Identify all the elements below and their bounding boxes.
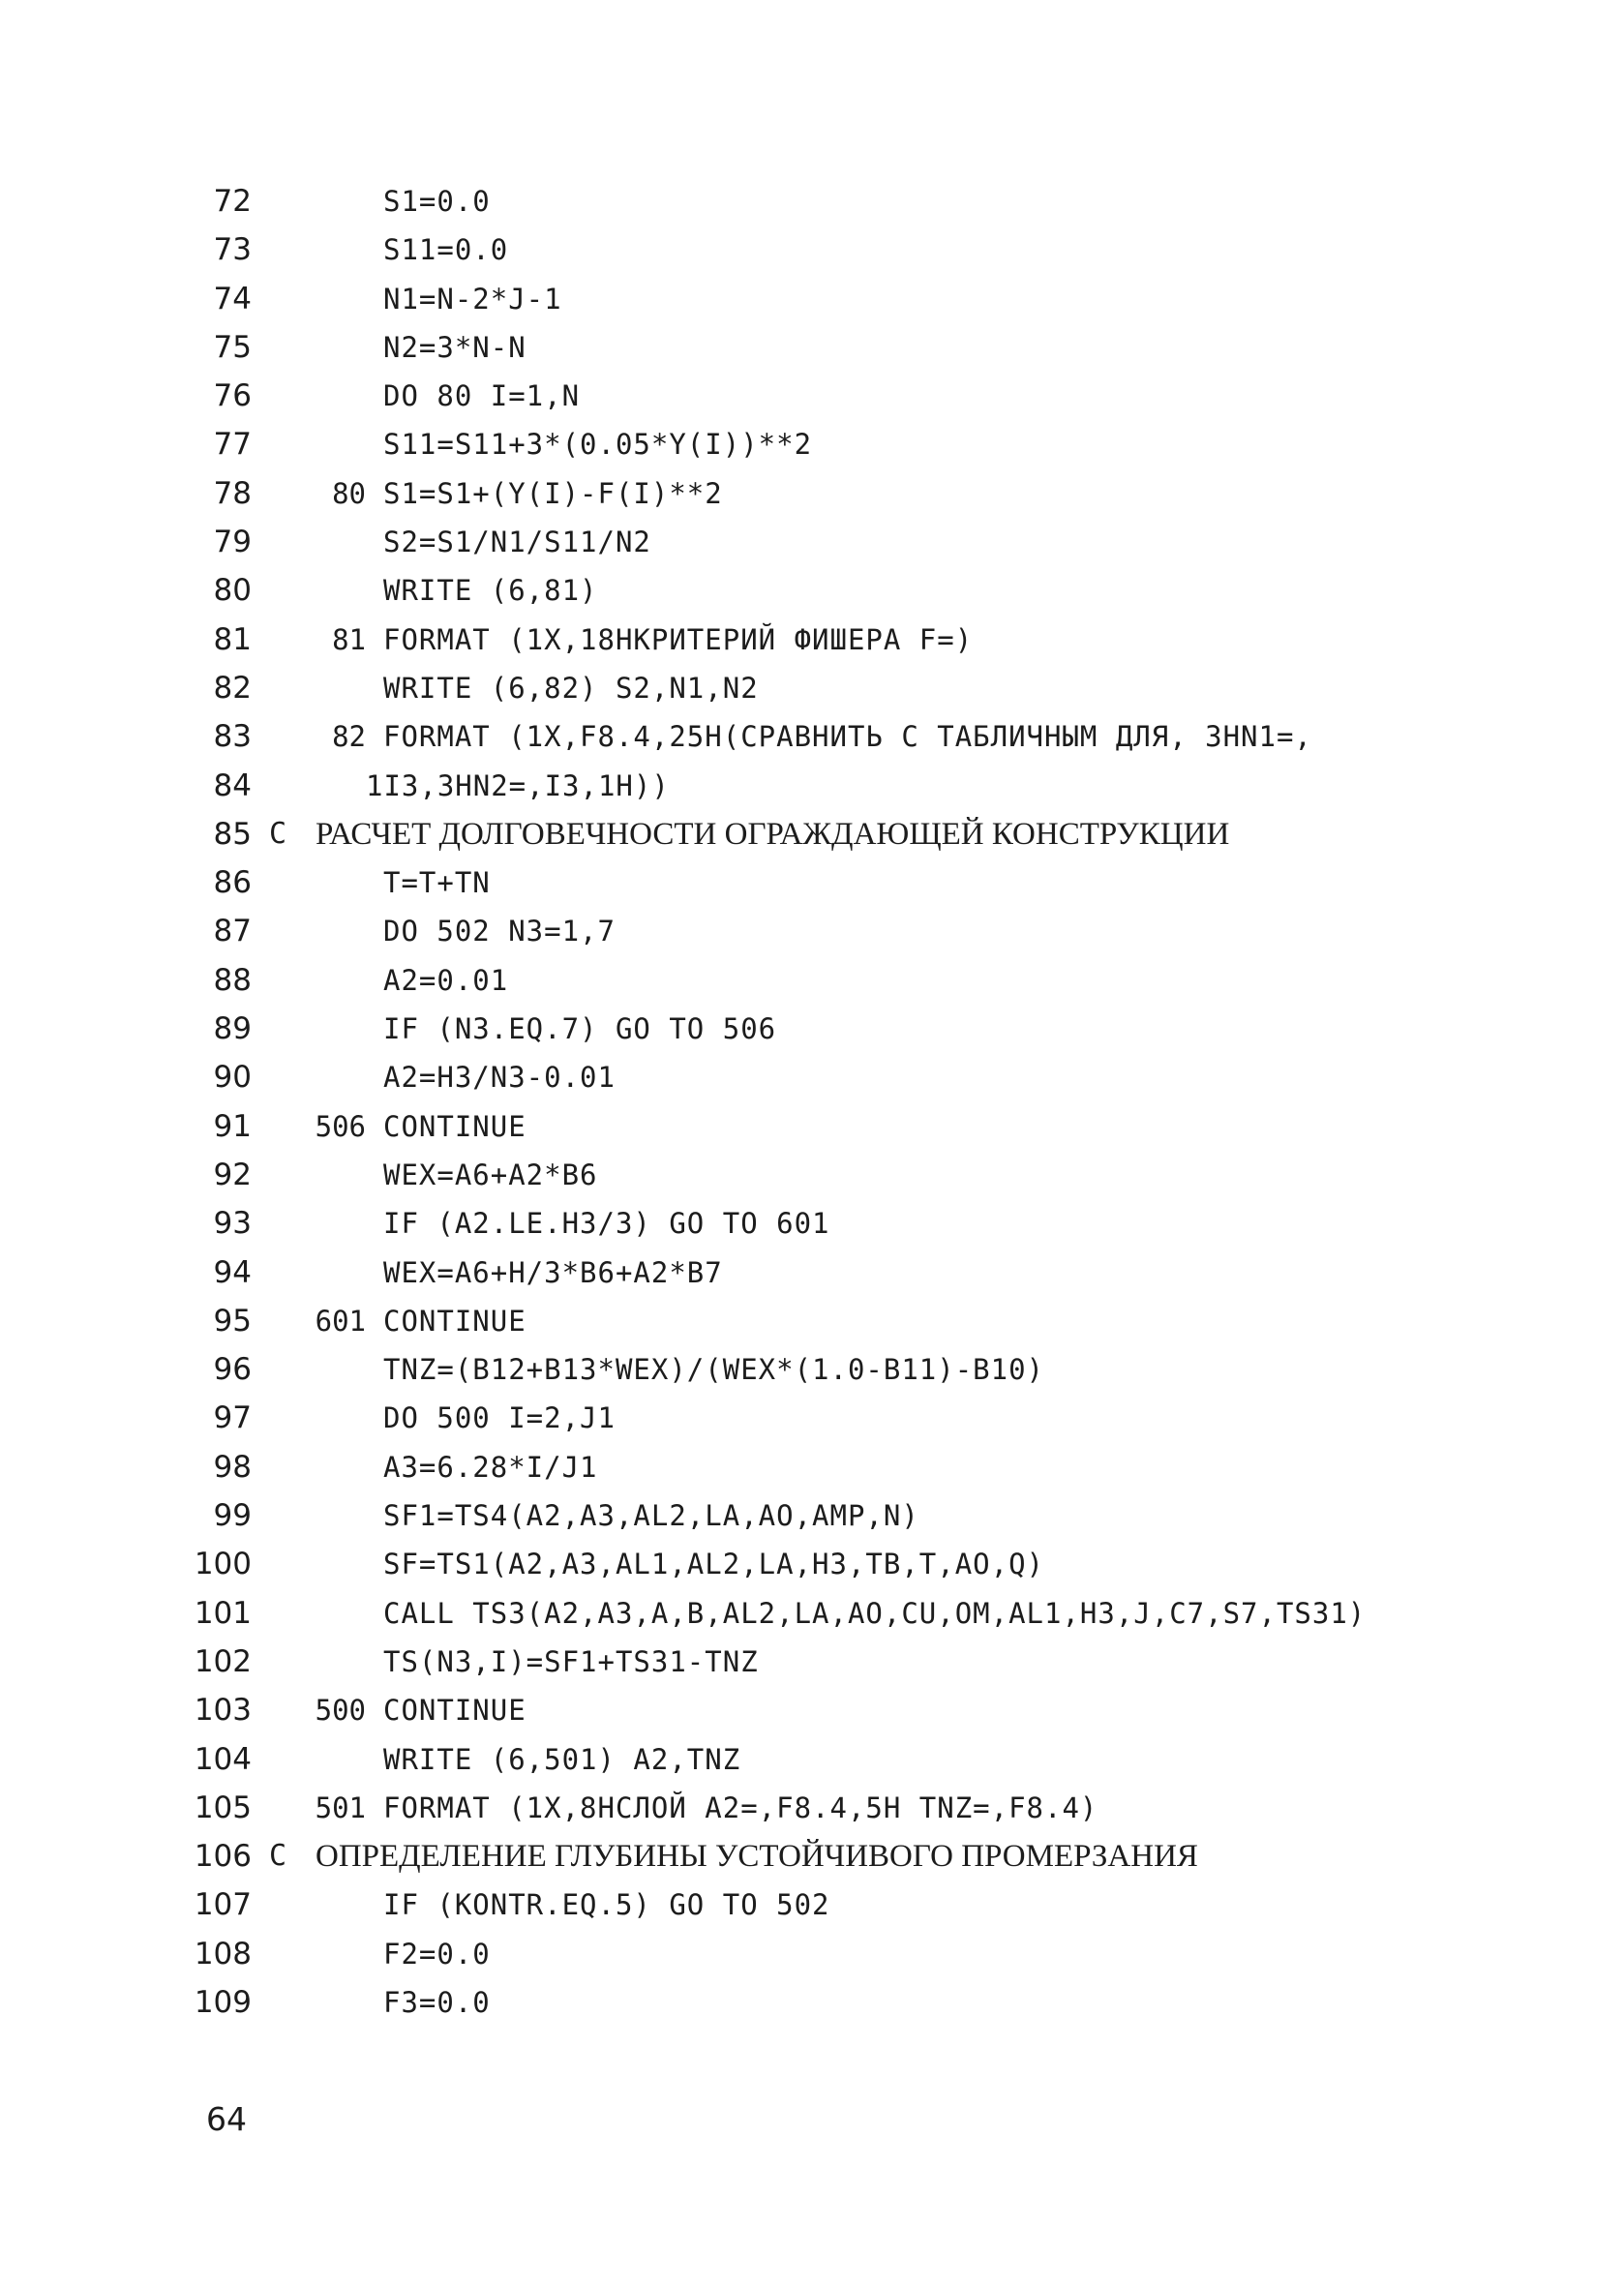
code-text: SF1=TS4(A2,A3,AL2,LA,AO,AMP,N) xyxy=(383,1499,919,1533)
code-text: DO 80 I=1,N xyxy=(383,379,581,413)
code-line xyxy=(0,1005,1624,1053)
line-number: 106 xyxy=(194,1839,252,1875)
code-text: FORMAT (1X,18НКРИТЕРИЙ ФИШЕРА F=) xyxy=(383,622,974,656)
code-text: CONTINUE xyxy=(383,1694,526,1728)
code-line xyxy=(0,1345,1624,1394)
line-number: 86 xyxy=(213,865,252,901)
line-number: 99 xyxy=(213,1498,252,1534)
code-line xyxy=(0,858,1624,907)
code-text: N2=3*N-N xyxy=(383,330,526,364)
code-line xyxy=(0,323,1624,372)
code-line xyxy=(0,762,1624,810)
code-line xyxy=(0,907,1624,955)
line-number: 109 xyxy=(194,1984,252,2020)
line-number: 96 xyxy=(213,1352,252,1388)
line-number: 80 xyxy=(213,573,252,609)
line-number: 76 xyxy=(213,378,252,414)
code-line xyxy=(0,1784,1624,1832)
code-text: F2=0.0 xyxy=(383,1937,491,1971)
statement-label: 81 xyxy=(332,622,366,656)
line-number: 94 xyxy=(213,1254,252,1290)
code-text: IF (A2.LE.H3/3) GO TO 601 xyxy=(383,1207,830,1241)
code-line xyxy=(0,1930,1624,1978)
code-line xyxy=(0,1735,1624,1784)
code-line xyxy=(0,1443,1624,1491)
code-text: S11=0.0 xyxy=(383,233,509,267)
code-line xyxy=(0,1249,1624,1297)
line-number: 91 xyxy=(213,1108,252,1144)
code-line xyxy=(0,1394,1624,1442)
line-number: 79 xyxy=(213,525,252,560)
code-text: WRITE (6,81) xyxy=(383,574,598,608)
line-number: 89 xyxy=(213,1011,252,1047)
code-line xyxy=(0,1102,1624,1151)
line-number: 105 xyxy=(194,1790,252,1825)
line-number: 77 xyxy=(213,427,252,463)
code-text: WRITE (6,501) A2,TNZ xyxy=(383,1742,741,1776)
line-number: 108 xyxy=(194,1936,252,1971)
statement-label: 82 xyxy=(332,720,366,754)
statement-label: 80 xyxy=(332,476,366,510)
code-text: A2=0.01 xyxy=(383,963,509,997)
code-text: CALL TS3(A2,A3,A,B,AL2,LA,AO,CU,OM,AL1,H3,J,C7,S7,TS31) xyxy=(383,1596,1367,1630)
code-text: A2=H3/N3-0.01 xyxy=(383,1061,616,1095)
program-listing xyxy=(0,177,1624,2027)
code-line xyxy=(0,518,1624,566)
line-number: 83 xyxy=(213,719,252,755)
code-text: IF (N3.EQ.7) GO TO 506 xyxy=(383,1012,777,1046)
code-text: S2=S1/N1/S11/N2 xyxy=(383,526,651,559)
line-number: 92 xyxy=(213,1157,252,1192)
code-text: 1I3,3HN2=,I3,1H)) xyxy=(366,768,670,802)
code-text: A3=6.28*I/J1 xyxy=(383,1450,598,1484)
line-number: 85 xyxy=(213,816,252,852)
code-text: SF=TS1(A2,A3,AL1,AL2,LA,H3,TB,T,AO,Q) xyxy=(383,1548,1045,1581)
code-line xyxy=(0,1540,1624,1588)
line-number: 103 xyxy=(194,1693,252,1729)
code-line xyxy=(0,616,1624,664)
code-line xyxy=(0,1053,1624,1101)
line-number: 90 xyxy=(213,1060,252,1096)
code-line xyxy=(0,810,1624,858)
line-number: 101 xyxy=(194,1595,252,1631)
line-number: 98 xyxy=(213,1449,252,1485)
code-line xyxy=(0,1297,1624,1345)
code-line xyxy=(0,177,1624,226)
line-number: 82 xyxy=(213,670,252,706)
line-number: 97 xyxy=(213,1400,252,1436)
line-number: 88 xyxy=(213,962,252,998)
code-text: WEX=A6+A2*B6 xyxy=(383,1158,598,1191)
code-line xyxy=(0,956,1624,1005)
code-text: TNZ=(B12+B13*WEX)/(WEX*(1.0-B11)-B10) xyxy=(383,1353,1045,1387)
code-text: S11=S11+3*(0.05*Y(I))**2 xyxy=(383,428,813,462)
comment-marker: C xyxy=(269,1839,287,1874)
code-line xyxy=(0,1686,1624,1734)
statement-label: 501 xyxy=(315,1790,366,1824)
code-text: CONTINUE xyxy=(383,1109,526,1143)
code-text: WEX=A6+H/3*B6+A2*B7 xyxy=(383,1255,723,1289)
line-number: 95 xyxy=(213,1303,252,1339)
code-text: FORMAT (1X,F8.4,25H(СРАВНИТЬ С ТАБЛИЧНЫМ ДЛЯ, 3HN1=, xyxy=(383,720,1312,754)
line-number: 72 xyxy=(213,184,252,219)
code-line xyxy=(0,1978,1624,2027)
code-line xyxy=(0,1881,1624,1929)
code-line xyxy=(0,275,1624,323)
code-line xyxy=(0,1589,1624,1638)
code-line xyxy=(0,420,1624,468)
code-line xyxy=(0,664,1624,712)
line-number: 107 xyxy=(194,1887,252,1923)
code-line xyxy=(0,1491,1624,1540)
code-text: F3=0.0 xyxy=(383,1985,491,2019)
code-line xyxy=(0,372,1624,420)
code-text: S1=S1+(Y(I)-F(I)**2 xyxy=(383,476,723,510)
code-line xyxy=(0,1151,1624,1199)
code-text: WRITE (6,82) S2,N1,N2 xyxy=(383,671,759,705)
code-text: TS(N3,I)=SF1+TS31-TNZ xyxy=(383,1644,759,1678)
code-line xyxy=(0,1832,1624,1881)
code-line xyxy=(0,226,1624,274)
code-text: T=T+TN xyxy=(383,866,491,900)
line-number: 74 xyxy=(213,281,252,316)
code-text: CONTINUE xyxy=(383,1304,526,1338)
code-text: DO 500 I=2,J1 xyxy=(383,1401,616,1435)
statement-label: 601 xyxy=(315,1304,366,1338)
code-line xyxy=(0,1199,1624,1248)
statement-label: 506 xyxy=(315,1109,366,1143)
line-number: 87 xyxy=(213,914,252,949)
line-number: 104 xyxy=(194,1741,252,1777)
code-text: FORMAT (1X,8НСЛОЙ A2=,F8.4,5H TNZ=,F8.4) xyxy=(383,1790,1098,1824)
line-number: 93 xyxy=(213,1206,252,1242)
code-text: N1=N-2*J-1 xyxy=(383,282,562,316)
code-line xyxy=(0,469,1624,518)
code-text: DO 502 N3=1,7 xyxy=(383,915,616,948)
line-number: 102 xyxy=(194,1643,252,1679)
line-number: 81 xyxy=(213,621,252,657)
statement-label: 500 xyxy=(315,1694,366,1728)
code-line xyxy=(0,1638,1624,1686)
code-line xyxy=(0,566,1624,615)
comment-text: ОПРЕДЕЛЕНИЕ ГЛУБИНЫ УСТОЙЧИВОГО ПРОМЕРЗАНИЯ xyxy=(316,1839,1198,1875)
line-number: 75 xyxy=(213,329,252,365)
line-number: 84 xyxy=(213,767,252,803)
code-text: S1=0.0 xyxy=(383,185,491,218)
line-number: 73 xyxy=(213,232,252,268)
code-text: IF (KONTR.EQ.5) GO TO 502 xyxy=(383,1888,830,1922)
code-line xyxy=(0,712,1624,761)
line-number: 78 xyxy=(213,475,252,511)
page-number: 64 xyxy=(206,2100,247,2138)
comment-text: РАСЧЕТ ДОЛГОВЕЧНОСТИ ОГРАЖДАЮЩЕЙ КОНСТРУКЦИИ xyxy=(316,816,1230,852)
line-number: 100 xyxy=(194,1547,252,1582)
comment-marker: C xyxy=(269,816,287,851)
